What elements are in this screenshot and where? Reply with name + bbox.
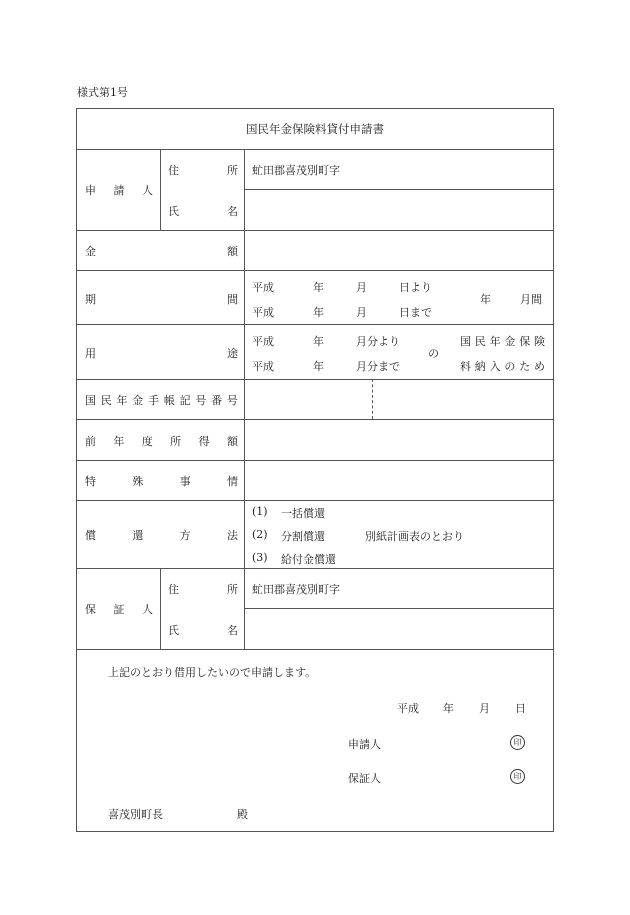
purpose-label: 用 途: [85, 347, 238, 360]
applicant-sign-label: 申請人: [348, 738, 381, 751]
purpose-end-era: 平成: [252, 360, 274, 373]
purpose-end-month: 月分まで: [356, 360, 400, 373]
row-divider: [77, 270, 553, 271]
column-divider: [160, 149, 161, 230]
applicant-section-label: 申 請 人: [85, 184, 153, 197]
repayment-option-1-text[interactable]: 一括償還: [281, 507, 325, 520]
guarantor-address-label: 住 所: [168, 583, 238, 596]
purpose-start-year: 年: [313, 335, 324, 348]
purpose-start-month: 月分より: [356, 335, 400, 348]
row-divider: [77, 419, 553, 420]
repayment-option-2-num: (2): [252, 528, 268, 541]
applicant-name-field[interactable]: [252, 203, 547, 219]
repayment-method-label: 償 還 方 法: [85, 529, 238, 542]
seal-mark-icon: 印: [510, 769, 525, 784]
period-end-month: 月: [356, 306, 367, 319]
purpose-end-year: 年: [313, 360, 324, 373]
dashed-divider: [372, 379, 373, 419]
applicant-name-label: 氏 名: [168, 205, 238, 218]
prev-year-income-field[interactable]: [252, 430, 547, 450]
date-year: 年: [443, 702, 454, 715]
date-day: 日: [515, 702, 526, 715]
row-divider: [77, 500, 553, 501]
repayment-option-1-num: (1): [252, 505, 268, 518]
row-divider: [77, 460, 553, 461]
application-form-table: [76, 108, 554, 832]
row-divider: [244, 608, 553, 609]
declaration-statement: 上記のとおり借用したいので申請します。: [108, 666, 317, 679]
amount-label: 金 額: [85, 245, 238, 258]
guarantor-section-label: 保 証 人: [85, 603, 153, 616]
guarantor-seal-mark[interactable]: [510, 769, 525, 784]
addressee: 喜茂別町長: [108, 808, 163, 821]
column-divider: [160, 568, 161, 649]
period-start-day: 日より: [399, 281, 432, 294]
purpose-no: の: [428, 347, 439, 360]
row-divider: [77, 379, 553, 380]
row-divider: [77, 649, 553, 650]
guarantor-address-field[interactable]: 虻田郡喜茂別町字: [252, 583, 340, 596]
purpose-start-era: 平成: [252, 335, 274, 348]
form-number: 様式第1号: [77, 86, 128, 99]
amount-field[interactable]: [252, 243, 547, 259]
pension-book-number-label: 国 民 年 金 手 帳 記 号 番 号: [85, 394, 238, 407]
row-divider: [244, 189, 553, 190]
special-circumstances-field[interactable]: [252, 470, 547, 490]
purpose-text-2: 料 納 入 の た め: [460, 360, 545, 373]
form-title: 国民年金保険料貸付申請書: [246, 122, 384, 136]
date-month: 月: [479, 702, 490, 715]
guarantor-sign-label: 保証人: [348, 772, 381, 785]
row-divider: [77, 230, 553, 231]
seal-mark-icon: 印: [510, 735, 525, 750]
repayment-option-3-text[interactable]: 給付金償還: [281, 553, 336, 566]
row-divider: [77, 568, 553, 569]
guarantor-name-field[interactable]: [252, 622, 547, 638]
row-divider: [77, 324, 553, 325]
period-start-year: 年: [313, 281, 324, 294]
repayment-option-2-note: 別紙計画表のとおり: [365, 530, 464, 543]
applicant-address-field[interactable]: 虻田郡喜茂別町字: [252, 164, 340, 177]
pension-book-number-field[interactable]: [382, 389, 547, 409]
addressee-honorific: 殿: [237, 808, 248, 821]
period-label: 期 間: [85, 293, 238, 306]
purpose-text-1: 国 民 年 金 保 険: [460, 335, 545, 348]
row-divider: [77, 149, 553, 150]
column-divider: [244, 149, 245, 649]
prev-year-income-label: 前 年 度 所 得 額: [85, 435, 238, 448]
special-circumstances-label: 特 殊 事 情: [85, 475, 238, 488]
applicant-seal-mark[interactable]: [510, 735, 525, 750]
period-end-day: 日まで: [399, 306, 432, 319]
period-end-year: 年: [313, 306, 324, 319]
period-start-month: 月: [356, 281, 367, 294]
guarantor-name-label: 氏 名: [168, 624, 238, 637]
repayment-option-3-num: (3): [252, 551, 268, 564]
period-start-era: 平成: [252, 281, 274, 294]
date-era: 平成: [397, 702, 419, 715]
period-total-months: 月間: [520, 293, 542, 306]
applicant-address-label: 住 所: [168, 164, 238, 177]
period-total-years: 年: [480, 293, 491, 306]
repayment-option-2-text[interactable]: 分割償還: [281, 530, 325, 543]
pension-book-symbol-field[interactable]: [252, 389, 362, 409]
period-end-era: 平成: [252, 306, 274, 319]
